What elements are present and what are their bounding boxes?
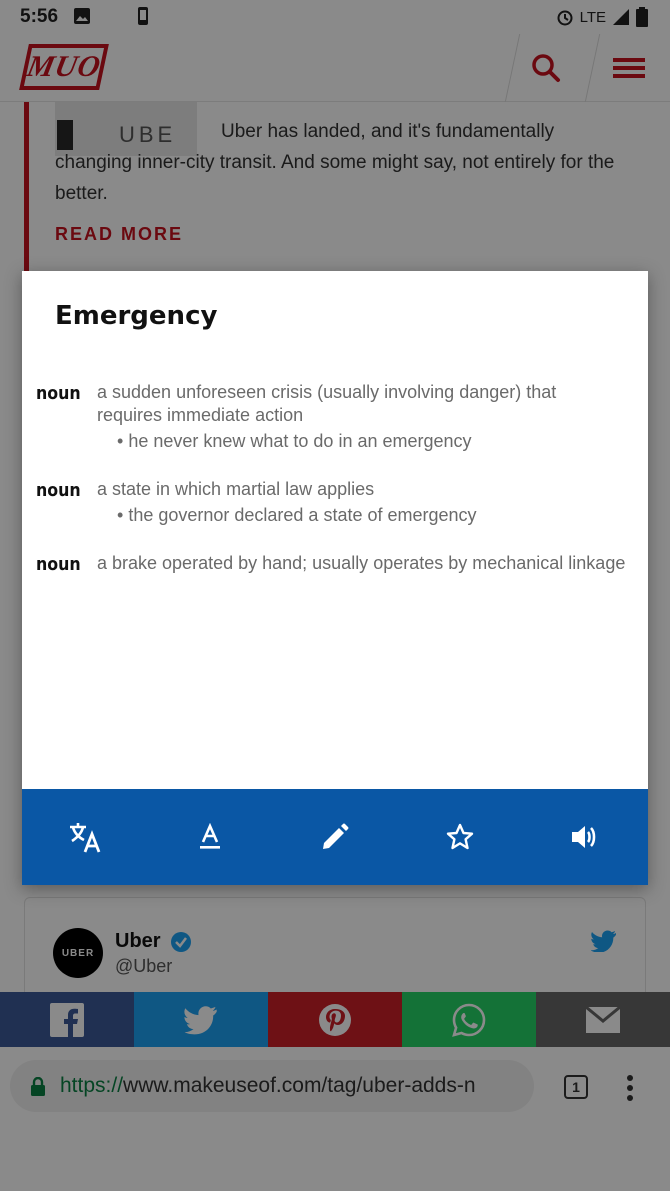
thumb-text: UBE <box>119 122 177 147</box>
part-of-speech: noun <box>36 383 81 404</box>
definition-item <box>36 381 626 453</box>
definition-text: a brake operated by hand; usually operates by mechanical linkage <box>97 553 626 573</box>
text-format-button[interactable] <box>147 789 272 885</box>
dictionary-toolbar <box>22 789 648 885</box>
tab-count: 1 <box>572 1079 580 1095</box>
translate-icon <box>68 820 102 854</box>
status-time: 5:56 <box>20 6 59 27</box>
definition-example: • the governor declared a state of emergency <box>97 504 626 527</box>
text-format-icon <box>198 823 222 851</box>
pronounce-button[interactable] <box>523 789 648 885</box>
star-icon <box>445 822 475 852</box>
definition-list <box>36 381 626 600</box>
translate-button[interactable] <box>22 789 147 885</box>
logo-text: MUO <box>24 50 105 83</box>
url-scheme: https:// <box>60 1074 124 1097</box>
definition-item <box>36 478 626 527</box>
url-path: www.makeuseof.com/tag/uber-adds-n <box>123 1074 476 1097</box>
avatar-text: UBER <box>61 947 95 959</box>
definition-text: a state in which martial law applies <box>97 479 375 499</box>
edit-button[interactable] <box>272 789 397 885</box>
volume-icon <box>570 823 600 851</box>
definition-text: a sudden unforeseen crisis (usually involving danger) that requires immediate action <box>97 382 557 425</box>
favorite-button[interactable] <box>398 789 523 885</box>
tweet-name[interactable]: Uber <box>115 930 161 952</box>
article-body: Uber has landed, and it's fundamentally changing inner-city transit. And some might say, not entirely for the better. <box>55 121 615 204</box>
part-of-speech: noun <box>36 554 81 575</box>
definition-example: • he never knew what to do in an emergency <box>97 430 626 453</box>
part-of-speech: noun <box>36 480 81 501</box>
definition-item <box>36 552 626 575</box>
edit-icon <box>321 823 349 851</box>
dictionary-word: Emergency <box>55 301 218 331</box>
network-label: LTE <box>579 8 606 26</box>
read-more-link[interactable]: READ MORE <box>55 224 184 244</box>
dictionary-popup <box>22 271 648 885</box>
tweet-handle: @Uber <box>115 956 173 976</box>
